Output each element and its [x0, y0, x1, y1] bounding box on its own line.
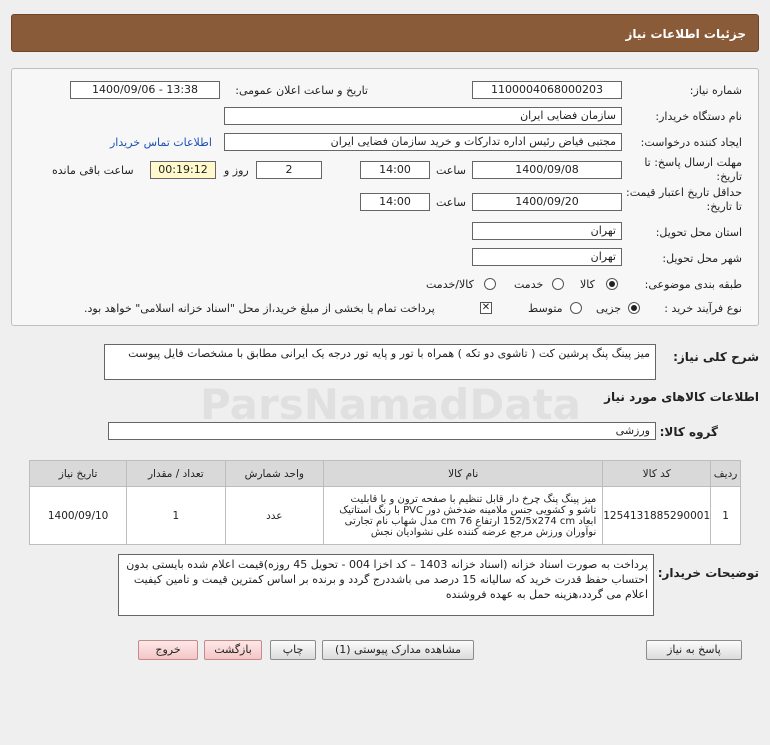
treasury-checkbox[interactable]: ✕	[481, 302, 491, 313]
attachments-button[interactable]: مشاهده مدارک پیوستی (1)	[322, 640, 474, 660]
print-button[interactable]: چاپ	[270, 640, 316, 660]
cell-code: 1254131885290001	[603, 487, 711, 545]
cell-qty: 1	[127, 487, 225, 545]
requester-label: ایجاد کننده درخواست:	[640, 136, 742, 149]
category-service-label: خدمت	[514, 278, 544, 291]
summary-label: شرح کلی نیاز:	[673, 350, 759, 364]
validity-time-field: 14:00	[360, 193, 430, 211]
deadline-label: مهلت ارسال پاسخ: تا تاریخ:	[644, 156, 742, 183]
city-label: شهر محل تحویل:	[662, 252, 742, 265]
deadline-time-field: 14:00	[360, 161, 430, 179]
process-minor-label: جزیی	[596, 302, 622, 315]
province-label: استان محل تحویل:	[655, 226, 742, 239]
validity-time-label: ساعت	[436, 196, 466, 209]
validity-date-field: 1400/09/20	[472, 193, 622, 211]
col-unit-header: واحد شمارش	[225, 461, 324, 487]
validity-label: حداقل تاریخ اعتبار قیمت: تا تاریخ:	[626, 186, 742, 213]
process-medium-label: متوسط	[528, 302, 563, 315]
announce-field: 1400/09/06 - 13:38	[70, 81, 220, 99]
goods-group-field: ورزشی	[108, 422, 656, 440]
goods-info-title: اطلاعات کالاهای مورد نیاز	[604, 390, 759, 404]
province-field: تهران	[472, 222, 622, 240]
process-minor-radio[interactable]	[628, 302, 640, 314]
city-field: تهران	[472, 248, 622, 266]
table-row	[30, 487, 741, 545]
buyer-contact-link[interactable]: اطلاعات تماس خریدار	[110, 136, 212, 149]
category-label: طبقه بندی موضوعی:	[644, 278, 742, 291]
announce-label: تاریخ و ساعت اعلان عمومی:	[235, 84, 368, 97]
remaining-time-field: 00:19:12	[150, 161, 216, 179]
col-qty-header: تعداد / مقدار	[127, 461, 225, 487]
buyer-notes-label: توضیحات خریدار:	[657, 566, 759, 580]
reply-button[interactable]: پاسخ به نیاز	[646, 640, 742, 660]
cell-unit: عدد	[225, 487, 324, 545]
process-medium-radio[interactable]	[570, 302, 582, 314]
deadline-date-field: 1400/09/08	[472, 161, 622, 179]
buyer-org-label: نام دستگاه خریدار:	[655, 110, 742, 123]
col-name-header: نام کالا	[324, 461, 603, 487]
col-index-header: ردیف	[711, 461, 741, 487]
category-service-radio[interactable]	[552, 278, 564, 290]
page-header	[11, 14, 759, 52]
need-number-label: شماره نیاز:	[689, 84, 742, 97]
process-label: نوع فرآیند خرید :	[664, 302, 742, 315]
requester-field: مجتبی فیاض رئیس اداره تدارکات و خرید سازمان فضایی ایران	[224, 133, 622, 151]
deadline-time-label: ساعت	[436, 164, 466, 177]
cell-index: 1	[711, 487, 741, 545]
need-number-field: 1100004068000203	[472, 81, 622, 99]
col-code-header: کد کالا	[603, 461, 711, 487]
goods-table	[29, 460, 741, 545]
watermark: ParsNamadData	[200, 380, 581, 429]
col-date-header: تاریخ نیاز	[30, 461, 127, 487]
category-both-label: کالا/خدمت	[426, 278, 474, 291]
category-both-radio[interactable]	[484, 278, 496, 290]
page-title: جزئیات اطلاعات نیاز	[625, 27, 746, 41]
days-label: روز و	[224, 164, 249, 177]
exit-button[interactable]: خروج	[138, 640, 198, 660]
category-goods-radio[interactable]	[606, 278, 618, 290]
table-header-row	[30, 461, 741, 487]
cell-name: میز پینگ پنگ چرخ دار قابل تنظیم با صفحه ترون و با قابلیت تاشو و کشویی جنس ملامینه ضدخش دور PVC با رنگ استاتیک ابعاد 152/5x274 cm ارتفاع 76 cm مدل شهاب نام تجارتی نوآوران ورزش مرجع عرضه کننده علی نشوادیان نجش	[324, 487, 603, 545]
cell-date: 1400/09/10	[30, 487, 127, 545]
treasury-note: پرداخت تمام یا بخشی از مبلغ خرید،از محل "اسناد خزانه اسلامی" خواهد بود.	[84, 302, 435, 315]
back-button[interactable]: بازگشت	[204, 640, 262, 660]
buyer-notes-text: پرداخت به صورت اسناد خزانه (اسناد خزانه 1403 – کد اخزا 004 - تحویل 45 روزه)قیمت اعلام شده بایستی بدون احتساب حفظ قدرت خرید که سالیانه 15 درصد می باشددرج گردد و برنده بر اساس کمترین قیمت و تامین کیفیت اعلام می گردد،هزینه حمل به عهده فروشنده	[118, 554, 654, 616]
days-field: 2	[256, 161, 322, 179]
remaining-label: ساعت باقی مانده	[52, 164, 134, 177]
summary-text: میز پینگ پنگ پرشین کت ( تاشوی دو تکه ) همراه با تور و پایه تور درجه یک ایرانی مطابق با مشخصات فایل پیوست	[104, 344, 656, 380]
buyer-org-field: سازمان فضایی ایران	[224, 107, 622, 125]
goods-group-label: گروه کالا:	[659, 425, 718, 439]
category-goods-label: کالا	[580, 278, 595, 291]
